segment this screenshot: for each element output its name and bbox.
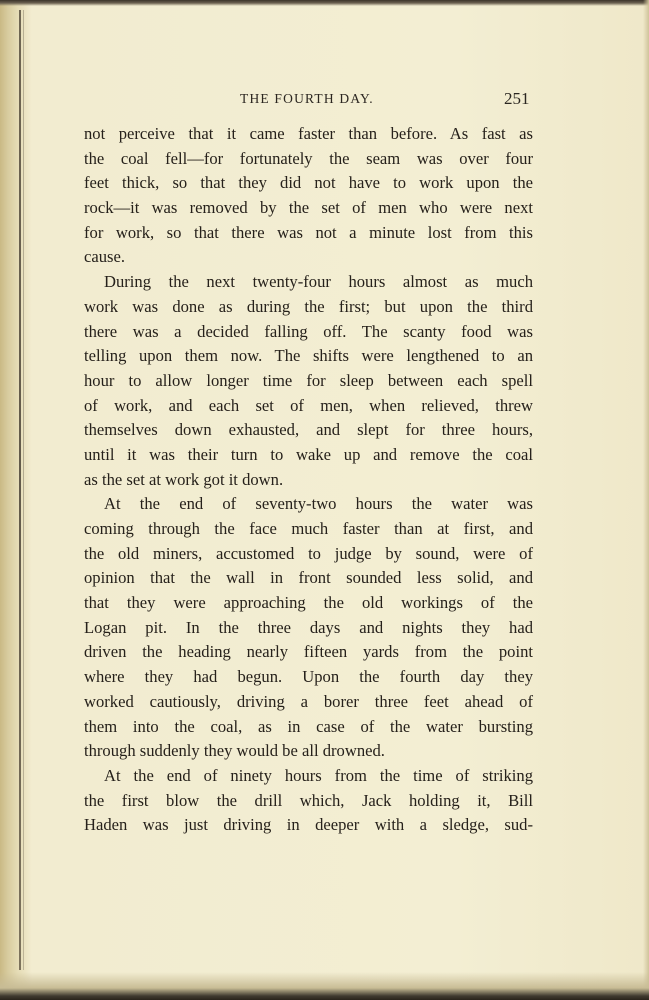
running-title: THE FOURTH DAY. bbox=[240, 91, 374, 106]
text-line: for work, so that there was not a minute lost from this bbox=[84, 222, 533, 242]
text-line: cause. bbox=[84, 247, 125, 267]
body-text bbox=[84, 122, 533, 838]
text-line: as the set at work got it down. bbox=[84, 469, 284, 489]
text-line: the first blow the drill which, Jack holding it, Bill bbox=[84, 790, 533, 810]
text-line: worked cautiously, driving a borer three feet ahead of bbox=[84, 691, 533, 711]
page-right-edge bbox=[643, 0, 649, 1000]
text-line: not perceive that it came faster than before. As fast as bbox=[84, 124, 533, 143]
text-line: Logan pit. In the three days and nights they had bbox=[84, 617, 533, 637]
text-line: until it was their turn to wake up and remove the coal bbox=[84, 444, 533, 464]
text-line: rock—it was removed by the set of men who were next bbox=[84, 198, 533, 218]
text-line: feet thick, so that they did not have to work upon the bbox=[84, 173, 533, 193]
text-line: the coal fell—for fortunately the seam was over four bbox=[84, 148, 533, 168]
gutter-edge-line-secondary bbox=[23, 10, 24, 970]
text-line: of work, and each set of men, when relieved, threw bbox=[84, 395, 533, 415]
text-line: At the end of seventy-two hours the water was bbox=[104, 494, 533, 514]
text-line: themselves down exhausted, and slept for three hours, bbox=[84, 420, 533, 440]
text-line: there was a decided falling off. The scanty food was bbox=[84, 321, 533, 341]
text-line: that they were approaching the old workings of the bbox=[84, 593, 533, 613]
text-line: hour to allow longer time for sleep between each spell bbox=[84, 370, 533, 390]
page-bottom-edge bbox=[0, 972, 649, 1000]
text-line: During the next twenty-four hours almost as much bbox=[104, 272, 533, 292]
page-number: 251 bbox=[504, 89, 530, 108]
text-line: through suddenly they would be all drowned. bbox=[84, 741, 385, 761]
text-line: them into the coal, as in case of the water bursting bbox=[84, 716, 533, 736]
gutter-edge-line bbox=[19, 10, 21, 970]
text-line: driven the heading nearly fifteen yards from the point bbox=[84, 642, 533, 662]
running-head bbox=[0, 89, 649, 113]
text-line: coming through the face much faster than at first, and bbox=[84, 519, 533, 538]
text-line: work was done as during the first; but upon the third bbox=[84, 296, 533, 316]
text-line: the old miners, accustomed to judge by sound, were of bbox=[84, 543, 533, 563]
text-line: where they had begun. Upon the fourth day they bbox=[84, 667, 533, 687]
text-line: Haden was just driving in deeper with a sledge, sud- bbox=[84, 815, 533, 835]
page-top-edge bbox=[0, 0, 649, 6]
page-spine-shadow bbox=[0, 0, 32, 1000]
text-line: opinion that the wall in front sounded less solid, and bbox=[84, 568, 533, 588]
text-line: At the end of ninety hours from the time of striking bbox=[104, 765, 533, 785]
text-line: telling upon them now. The shifts were lengthened to an bbox=[84, 346, 533, 366]
